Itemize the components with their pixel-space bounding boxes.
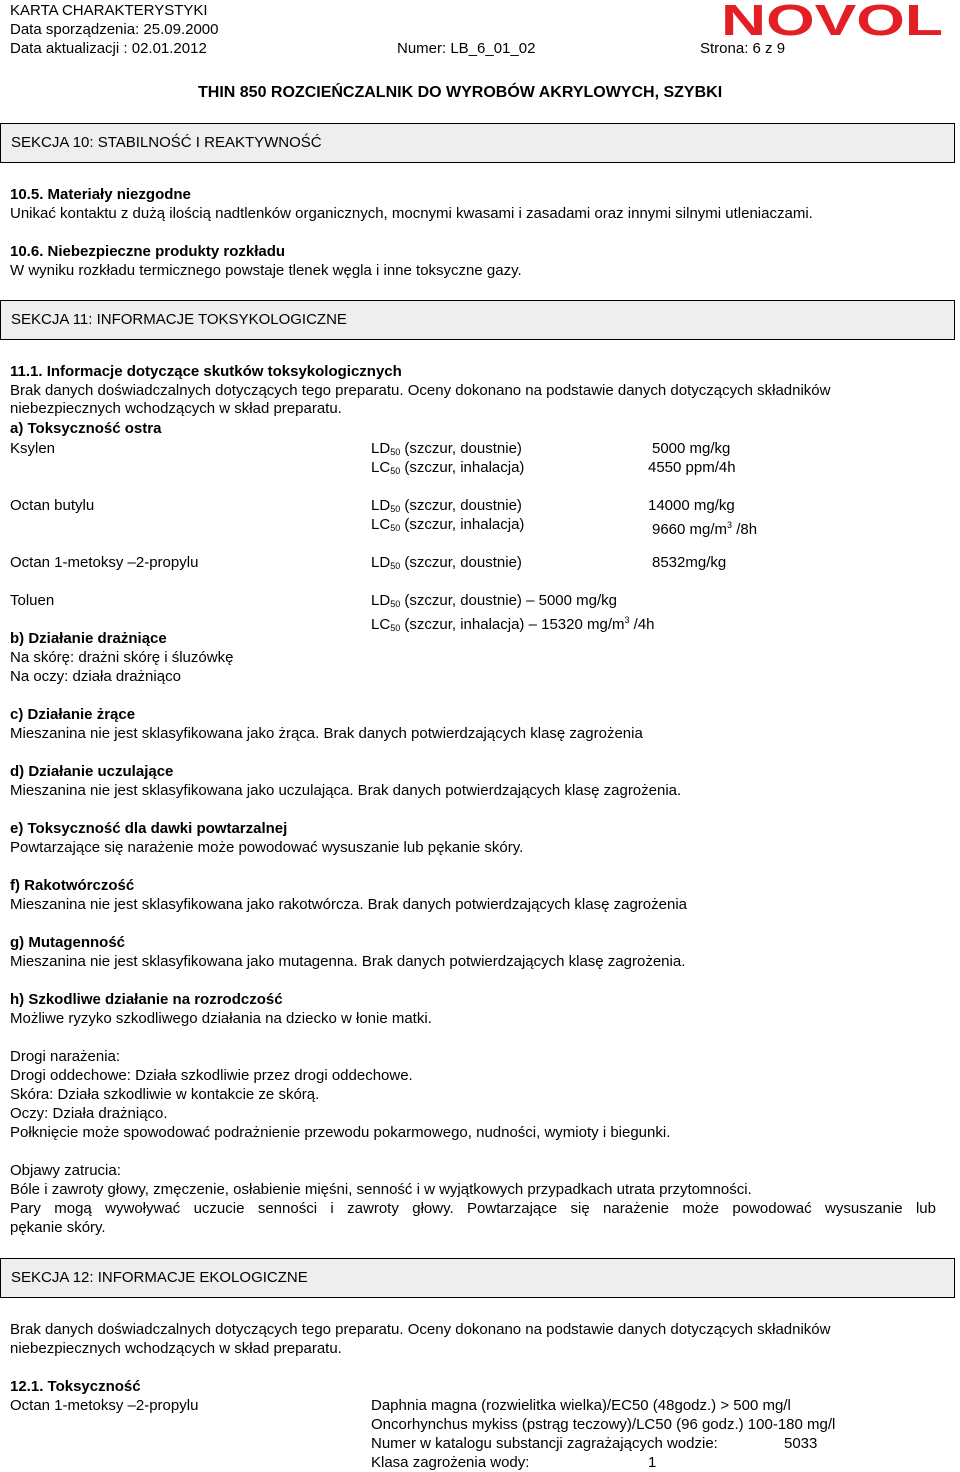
section-title: SEKCJA 10: STABILNOŚĆ I REAKTYWNOŚĆ [11,134,322,151]
text-carcinogenicity: Mieszanina nie jest sklasyfikowana jako rakotwórcza. Brak danych potwierdzających klasę zagrożenia [10,896,687,913]
section-10-header [0,123,955,163]
lc50-label: $LC_{50}$ (szczur, inhalacja) [371,459,525,476]
heading-11-1: 11.1. Informacje dotyczące skutków toksykologicznych [10,363,402,380]
metoksy-ld50-value: 8532mg/kg [652,554,727,571]
text-12-line2: niebezpiecznych wchodzących w skład preparatu. [10,1340,342,1357]
heading-10-6: 10.6. Niebezpieczne produkty rozkładu [10,243,286,260]
symptoms-line3: pękanie skóry. [10,1219,106,1236]
heading-repeated-dose: e) Toksyczność dla dawki powtarzalnej [10,820,288,837]
toluen-lc50: $LC_{50}$ (szczur, inhalacja) – 15320 $mg/m^3$ /4h [371,615,655,633]
toluen-ld50: $LD_{50}$ (szczur, doustnie) – 5000 mg/kg [371,592,617,609]
ksylen-ld50-value: 5000 mg/kg [652,440,731,457]
text-reproductive: Możliwe ryzyko szkodliwego działania na dziecko w łonie matki. [10,1010,432,1027]
text-10-6: W wyniku rozkładu termicznego powstaje tlenek węgla i inne toksyczne gazy. [10,262,522,279]
section-title: SEKCJA 12: INFORMACJE EKOLOGICZNE [11,1269,308,1286]
symptoms-title: Objawy zatrucia: [10,1162,121,1179]
heading-irritation: b) Działanie drażniące [10,630,167,647]
ld50-label: $LD_{50}$ (szczur, doustnie) [371,554,522,571]
exposure-route-eyes: Oczy: Działa drażniąco. [10,1105,168,1122]
exposure-route-skin: Skóra: Działa szkodliwie w kontakcie ze skórą. [10,1086,320,1103]
product-name: THIN 850 ROZCIEŃCZALNIK DO WYROBÓW AKRYLOWYCH, SZYBKI [198,84,723,101]
exposure-route-respiratory: Drogi oddechowe: Działa szkodliwie przez drogi oddechowe. [10,1067,413,1084]
substance-octan-butylu: Octan butylu [10,497,95,514]
heading-sensitization: d) Działanie uczulające [10,763,174,780]
update-date: Data aktualizacji : 02.01.2012 [10,40,207,57]
document-type: KARTA CHARAKTERYSTYKI [10,2,208,19]
heading-10-5: 10.5. Materiały niezgodne [10,186,191,203]
heading-carcinogenicity: f) Rakotwórczość [10,877,135,894]
substance-octan-metoksy: Octan 1-metoksy –2-propylu [10,554,199,571]
eco-catalog-label: Numer w katalogu substancji zagrażających wodzie: [371,1435,718,1452]
octan-lc50-value: 9660 $mg/m^3$ /8h [652,520,758,538]
text-repeated-dose: Powtarzające się narażenie może powodować wysuszanie lub pękanie skóry. [10,839,524,856]
section-title: SEKCJA 11: INFORMACJE TOKSYKOLOGICZNE [11,311,347,328]
text-10-5: Unikać kontaktu z dużą ilością nadtlenków organicznych, mocnymi kwasami i zasadami oraz innymi silnymi utleniaczami. [10,205,813,222]
heading-mutagenicity: g) Mutagenność [10,934,125,951]
substance-ksylen: Ksylen [10,440,56,457]
heading-acute-toxicity: a) Toksyczność ostra [10,420,162,437]
section-11-header [0,300,955,340]
eco-daphnia: Daphnia magna (rozwielitka wielka)/EC50 (48godz.) > 500 mg/l [371,1397,791,1414]
ksylen-lc50-value: 4550 ppm/4h [648,459,736,476]
text-11-1-line1: Brak danych doświadczalnych dotyczących tego preparatu. Oceny dokonano na podstawie danych dotyczących składników [10,382,831,399]
heading-12-1: 12.1. Toksyczność [10,1378,141,1395]
page-number: Strona: 6 z 9 [700,40,786,57]
ld50-label: $LD_{50}$ (szczur, doustnie) [371,440,522,457]
symptoms-line1: Bóle i zawroty głowy, zmęczenie, osłabienie mięśni, senność i w wyjątkowych przypadkach utrata przytomności. [10,1181,752,1198]
heading-corrosive: c) Działanie żrące [10,706,136,723]
document-number: Numer: LB_6_01_02 [397,40,536,57]
text-11-1-line2: niebezpiecznych wchodzących w skład preparatu. [10,400,342,417]
text-sensitization: Mieszanina nie jest sklasyfikowana jako uczulająca. Brak danych potwierdzających klasę zagrożenia. [10,782,682,799]
eco-water-class-label: Klasa zagrożenia wody: [371,1454,530,1471]
text-mutagenicity: Mieszanina nie jest sklasyfikowana jako mutagenna. Brak danych potwierdzających klasę zagrożenia. [10,953,686,970]
substance-toluen: Toluen [10,592,55,609]
text-12-line1: Brak danych doświadczalnych dotyczących tego preparatu. Oceny dokonano na podstawie danych dotyczących składników [10,1321,831,1338]
symptoms-line2: Pary mogą wywoływać uczucie senności i zawroty głowy. Powtarzające się narażenie może powodować wysuszanie lub [10,1200,936,1217]
novol-logo [718,2,946,40]
eco-water-class-value: 1 [648,1454,657,1471]
logo-text: NOVOL [721,2,943,40]
exposure-routes-title: Drogi narażenia: [10,1048,121,1065]
exposure-route-ingestion: Połknięcie może spowodować podrażnienie przewodu pokarmowego, nudności, wymioty i biegunki. [10,1124,671,1141]
ld50-label: $LD_{50}$ (szczur, doustnie) [371,497,522,514]
section-12-header [0,1258,955,1298]
creation-date: Data sporządzenia: 25.09.2000 [10,21,219,38]
text-corrosive: Mieszanina nie jest sklasyfikowana jako żrąca. Brak danych potwierdzających klasę zagrożenia [10,725,643,742]
eco-catalog-value: 5033 [784,1435,818,1452]
lc50-label: $LC_{50}$ (szczur, inhalacja) [371,516,525,533]
eco-substance: Octan 1-metoksy –2-propylu [10,1397,199,1414]
octan-ld50-value: 14000 mg/kg [648,497,735,514]
eco-oncorhynchus: Oncorhynchus mykiss (pstrąg teczowy)/LC50 (96 godz.) 100-180 mg/l [371,1416,836,1433]
text-irritation-skin: Na skórę: drażni skórę i śluzówkę [10,649,234,666]
heading-reproductive: h) Szkodliwe działanie na rozrodczość [10,991,283,1008]
text-irritation-eyes: Na oczy: działa drażniąco [10,668,181,685]
